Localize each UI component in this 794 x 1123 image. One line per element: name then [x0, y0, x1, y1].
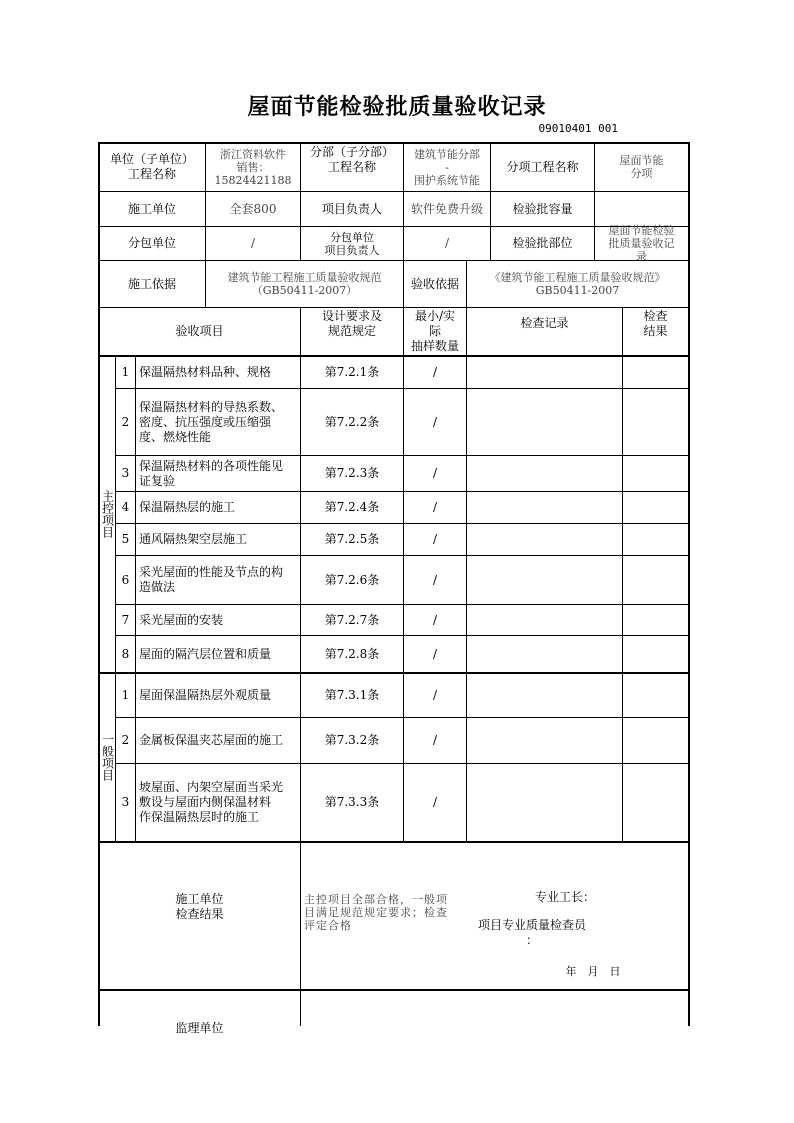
acceptance-basis-label: 验收依据: [410, 276, 459, 291]
item-clause: 第7.2.6条: [324, 572, 380, 587]
location-label: 检验批部位: [512, 236, 573, 250]
document-code: 09010401 001: [538, 122, 618, 135]
capacity-value: [595, 192, 688, 226]
col-sample-header: 最小/实 际 抽样数量: [410, 309, 459, 353]
item-clause: 第7.3.3条: [324, 795, 380, 809]
general-group-label: 一般项目: [100, 733, 115, 781]
pm-label: 项目负责人: [321, 201, 382, 216]
part-label: 分部（子分部） 工程名称: [309, 145, 394, 174]
item-number: 3: [121, 466, 130, 480]
item-result-cell[interactable]: [623, 389, 688, 455]
item-clause: 第7.2.1条: [324, 364, 380, 379]
acceptance-basis-value: 《建筑节能工程施工质量验收规范》 GB50411-2007: [489, 271, 666, 297]
item-name: 保温隔热材料的各项性能见 证复验: [139, 458, 284, 488]
item-sample: /: [432, 532, 438, 546]
item-clause: 第7.2.3条: [324, 466, 380, 480]
item-name: 坡屋面、内架空屋面当采光 敷设与屋面内侧保温材料 作保温隔热层时的施工: [139, 780, 284, 824]
item-number: 6: [121, 572, 130, 587]
item-clause: 第7.2.5条: [324, 532, 380, 546]
item-name: 屋面的隔汽层位置和质量: [139, 646, 272, 661]
sub-pm-label: 分包单位 项目负责人: [324, 230, 380, 257]
contractor-label: 施工单位: [127, 201, 176, 216]
item-clause: 第7.2.7条: [324, 612, 380, 627]
subcontractor-label: 分包单位: [127, 236, 176, 250]
pm-value: 软件免费升级: [410, 201, 483, 216]
item-sample: /: [432, 612, 438, 627]
item-result-cell[interactable]: [623, 718, 688, 763]
item-clause: 第7.2.8条: [324, 646, 380, 661]
item-record-cell[interactable]: [467, 556, 622, 604]
unit-label: 单位（子单位） 工程名称: [109, 152, 194, 181]
item-result-cell[interactable]: [623, 456, 688, 491]
item-sample: /: [432, 572, 438, 587]
item-record-cell[interactable]: [467, 524, 622, 555]
col-item-header: 验收项目: [175, 324, 224, 338]
item-sample: /: [432, 687, 438, 702]
item-record-cell[interactable]: [467, 673, 622, 717]
item-record-cell[interactable]: [467, 492, 622, 523]
item-record-cell[interactable]: [467, 456, 622, 491]
item-name: 通风隔热架空层施工: [139, 532, 248, 546]
location-value: 屋面节能检验 批质量验收记 录: [608, 224, 675, 263]
inspection-label: 施工单位 检查结果: [175, 892, 224, 921]
foreman-label: 专业工长：: [534, 889, 595, 904]
item-number: 3: [121, 795, 130, 809]
item-sample: /: [432, 795, 438, 809]
item-number: 5: [121, 532, 130, 546]
col-record-header: 检查记录: [520, 315, 569, 330]
item-name: 采光屋面的安装: [139, 612, 224, 627]
item-record-cell[interactable]: [467, 718, 622, 763]
item-number: 1: [121, 687, 130, 702]
item-clause: 第7.3.2条: [324, 733, 380, 747]
item-result-cell[interactable]: [623, 492, 688, 523]
sub-label: 分项工程名称: [506, 159, 579, 174]
item-clause: 第7.3.1条: [324, 687, 380, 702]
item-result-cell[interactable]: [623, 556, 688, 604]
item-clause: 第7.2.2条: [324, 414, 380, 429]
item-result-cell[interactable]: [623, 764, 688, 841]
basis-label: 施工依据: [127, 276, 176, 291]
col-result-header: 检查 结果: [643, 309, 668, 338]
item-number: 2: [121, 733, 130, 747]
item-sample: /: [432, 733, 438, 747]
item-sample: /: [432, 466, 438, 480]
item-name: 保温隔热材料品种、规格: [139, 364, 272, 379]
part-value: 建筑节能分部 - 围护系统节能: [414, 147, 480, 187]
sub-value: 屋面节能 分项: [619, 154, 664, 180]
item-record-cell[interactable]: [467, 389, 622, 455]
item-number: 7: [121, 612, 130, 627]
item-name: 金属板保温夹芯屋面的施工: [139, 733, 284, 747]
item-result-cell[interactable]: [623, 524, 688, 555]
item-name: 保温隔热层的施工: [139, 500, 236, 514]
item-result-cell[interactable]: [623, 356, 688, 388]
subcontractor-value: /: [250, 236, 256, 250]
unit-value: 浙江资料软件 销售： 15824421188: [214, 147, 292, 187]
item-number: 1: [121, 364, 130, 379]
item-sample: /: [432, 364, 438, 379]
item-record-cell[interactable]: [467, 636, 622, 672]
item-name: 屋面保温隔热层外观质量: [139, 687, 272, 702]
inspector-label: 项目专业质量检查员 ：: [477, 918, 586, 947]
item-record-cell[interactable]: [467, 356, 622, 388]
inspection-text: 主控项目全部合格，一般项 目满足规范规定要求；检查 评定合格: [304, 893, 448, 932]
item-sample: /: [432, 500, 438, 514]
item-record-cell[interactable]: [467, 605, 622, 635]
item-result-cell[interactable]: [623, 673, 688, 717]
item-record-cell[interactable]: [467, 764, 622, 841]
sub-pm-value: /: [444, 236, 450, 250]
item-number: 2: [121, 414, 130, 429]
item-clause: 第7.2.4条: [324, 500, 380, 514]
item-result-cell[interactable]: [623, 636, 688, 672]
date-label: 年 月 日: [565, 964, 621, 978]
item-result-cell[interactable]: [623, 605, 688, 635]
item-number: 4: [121, 500, 130, 514]
main-group-label: 主控项目: [100, 490, 115, 538]
item-name: 采光屋面的性能及节点的构 造做法: [139, 565, 284, 594]
item-name: 保温隔热材料的导热系数、 密度、抗压强度或压缩强 度、燃烧性能: [139, 399, 284, 444]
item-sample: /: [432, 646, 438, 661]
supervision-label: 监理单位: [175, 1021, 224, 1035]
col-requirement-header: 设计要求及 规范规定: [321, 309, 382, 338]
capacity-label: 检验批容量: [512, 201, 573, 216]
item-sample: /: [432, 414, 438, 429]
basis-value: 建筑节能工程施工质量验收规范 （GB50411-2007）: [227, 271, 382, 297]
page-title: 屋面节能检验批质量验收记录: [247, 95, 547, 120]
contractor-value: 全套800: [229, 201, 277, 216]
item-number: 8: [121, 646, 130, 661]
